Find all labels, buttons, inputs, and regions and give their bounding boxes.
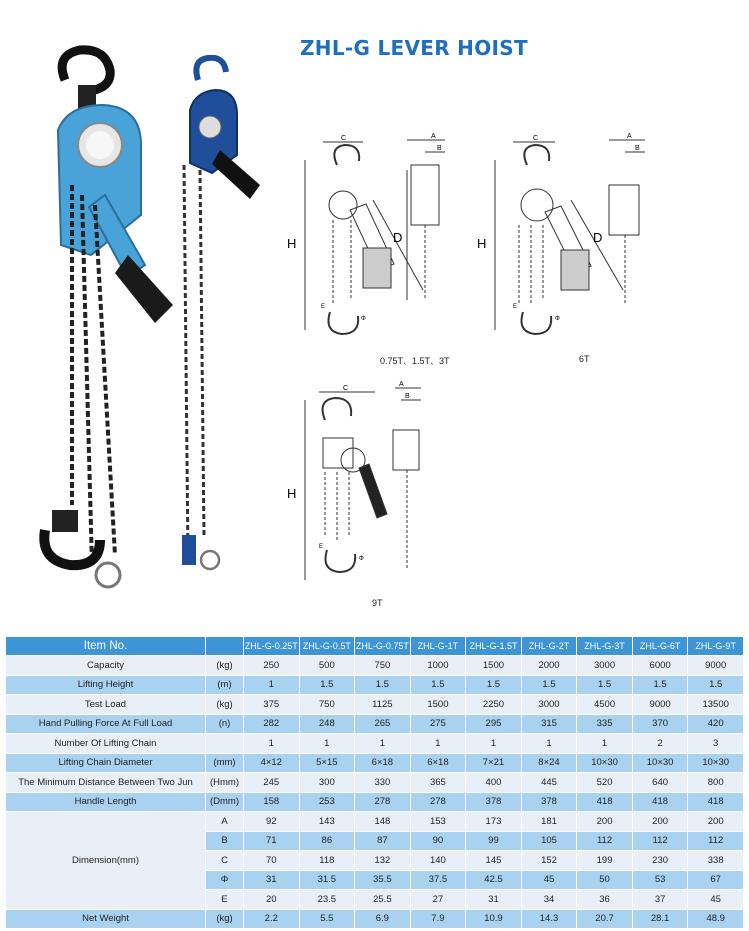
cell-value: 14.3 bbox=[521, 909, 577, 929]
label-d: D bbox=[393, 230, 403, 245]
cell-value: 4500 bbox=[577, 695, 633, 715]
cell-value: 152 bbox=[521, 851, 577, 871]
cell-value: 520 bbox=[577, 773, 633, 793]
cell-value: 378 bbox=[466, 792, 522, 812]
row-label: Lifting Chain Diameter bbox=[6, 753, 206, 773]
table-row bbox=[6, 909, 744, 929]
cell-value: 28.1 bbox=[632, 909, 688, 929]
cell-value: 1 bbox=[577, 734, 633, 754]
dimension-diagram-3 bbox=[285, 380, 445, 590]
cell-value: 48.9 bbox=[688, 909, 744, 929]
cell-value: 112 bbox=[688, 831, 744, 851]
label-c: C bbox=[533, 135, 539, 142]
cell-value: 36 bbox=[577, 890, 633, 910]
cell-value: 71 bbox=[244, 831, 300, 851]
cell-value: 1.5 bbox=[632, 675, 688, 695]
cell-value: 42.5 bbox=[466, 870, 522, 890]
header-model: ZHL-G-0.75T bbox=[355, 637, 411, 656]
row-label: Lifting Height bbox=[6, 675, 206, 695]
cell-value: 1.5 bbox=[688, 675, 744, 695]
table-row bbox=[6, 656, 744, 676]
cell-value: 1 bbox=[466, 734, 522, 754]
cell-value: 145 bbox=[466, 851, 522, 871]
row-label: Number Of Lifting Chain bbox=[6, 734, 206, 754]
cell-value: 92 bbox=[244, 812, 300, 832]
label-e: E bbox=[513, 304, 518, 310]
cell-value: 3 bbox=[688, 734, 744, 754]
header-item-no: Item No. bbox=[6, 637, 206, 656]
cell-value: 245 bbox=[244, 773, 300, 793]
cell-value: 25.5 bbox=[355, 890, 411, 910]
row-unit: (kg) bbox=[206, 656, 244, 676]
cell-value: 278 bbox=[410, 792, 466, 812]
cell-value: 37 bbox=[632, 890, 688, 910]
cell-value: 200 bbox=[632, 812, 688, 832]
label-a: A bbox=[627, 133, 632, 140]
cell-value: 10×30 bbox=[577, 753, 633, 773]
cell-value: 10×30 bbox=[688, 753, 744, 773]
cell-value: 31 bbox=[466, 890, 522, 910]
cell-value: 1.5 bbox=[410, 675, 466, 695]
cell-value: 250 bbox=[244, 656, 300, 676]
cell-value: 640 bbox=[632, 773, 688, 793]
cell-value: 86 bbox=[299, 831, 355, 851]
table-header-row bbox=[6, 637, 744, 656]
header-model: ZHL-G-2T bbox=[521, 637, 577, 656]
dimension-label: Dimension(mm) bbox=[6, 812, 206, 910]
diagram-1-caption: 0.75T、1.5T、3T bbox=[380, 356, 450, 366]
table-row bbox=[6, 734, 744, 754]
cell-value: 143 bbox=[299, 812, 355, 832]
label-h: H bbox=[287, 486, 297, 501]
table-row-dimension bbox=[6, 812, 744, 832]
label-e: E bbox=[319, 544, 324, 550]
cell-value: 35.5 bbox=[355, 870, 411, 890]
dimension-sub-label: E bbox=[206, 890, 244, 910]
cell-value: 300 bbox=[299, 773, 355, 793]
dimension-diagram-1 bbox=[285, 130, 470, 345]
cell-value: 140 bbox=[410, 851, 466, 871]
cell-value: 158 bbox=[244, 792, 300, 812]
header-model: ZHL-G-6T bbox=[632, 637, 688, 656]
cell-value: 1.5 bbox=[577, 675, 633, 695]
cell-value: 1.5 bbox=[466, 675, 522, 695]
cell-value: 400 bbox=[466, 773, 522, 793]
cell-value: 1 bbox=[244, 734, 300, 754]
cell-value: 31 bbox=[244, 870, 300, 890]
cell-value: 2000 bbox=[521, 656, 577, 676]
cell-value: 278 bbox=[355, 792, 411, 812]
cell-value: 34 bbox=[521, 890, 577, 910]
table-row bbox=[6, 695, 744, 715]
cell-value: 6×18 bbox=[355, 753, 411, 773]
cell-value: 418 bbox=[632, 792, 688, 812]
cell-value: 9000 bbox=[632, 695, 688, 715]
label-a: A bbox=[399, 381, 404, 388]
header-model: ZHL-G-0.25T bbox=[244, 637, 300, 656]
cell-value: 2.2 bbox=[244, 909, 300, 929]
label-d: D bbox=[593, 230, 603, 245]
cell-value: 338 bbox=[688, 851, 744, 871]
cell-value: 99 bbox=[466, 831, 522, 851]
cell-value: 6×18 bbox=[410, 753, 466, 773]
dimension-sub-label: Φ bbox=[206, 870, 244, 890]
header-model: ZHL-G-0.5T bbox=[299, 637, 355, 656]
cell-value: 20 bbox=[244, 890, 300, 910]
cell-value: 9000 bbox=[688, 656, 744, 676]
spec-table bbox=[5, 636, 744, 929]
cell-value: 27 bbox=[410, 890, 466, 910]
label-e: E bbox=[321, 304, 326, 310]
cell-value: 45 bbox=[688, 890, 744, 910]
cell-value: 53 bbox=[632, 870, 688, 890]
table-row bbox=[6, 792, 744, 812]
cell-value: 750 bbox=[355, 656, 411, 676]
cell-value: 45 bbox=[521, 870, 577, 890]
cell-value: 200 bbox=[577, 812, 633, 832]
row-unit: (kg) bbox=[206, 909, 244, 929]
label-a: A bbox=[431, 133, 436, 140]
label-phi: Φ bbox=[359, 556, 364, 562]
cell-value: 200 bbox=[688, 812, 744, 832]
cell-value: 265 bbox=[355, 714, 411, 734]
row-unit: (Hmm) bbox=[206, 773, 244, 793]
cell-value: 2 bbox=[632, 734, 688, 754]
cell-value: 6000 bbox=[632, 656, 688, 676]
cell-value: 315 bbox=[521, 714, 577, 734]
cell-value: 90 bbox=[410, 831, 466, 851]
cell-value: 800 bbox=[688, 773, 744, 793]
row-unit: (n) bbox=[206, 714, 244, 734]
dimension-sub-label: C bbox=[206, 851, 244, 871]
cell-value: 253 bbox=[299, 792, 355, 812]
cell-value: 105 bbox=[521, 831, 577, 851]
cell-value: 282 bbox=[244, 714, 300, 734]
cell-value: 445 bbox=[521, 773, 577, 793]
cell-value: 3000 bbox=[577, 656, 633, 676]
label-phi: Φ bbox=[361, 316, 366, 322]
cell-value: 31.5 bbox=[299, 870, 355, 890]
dimension-diagram-2 bbox=[475, 130, 660, 345]
row-label: Net Weight bbox=[6, 909, 206, 929]
cell-value: 1125 bbox=[355, 695, 411, 715]
cell-value: 420 bbox=[688, 714, 744, 734]
label-phi: Φ bbox=[555, 316, 560, 322]
cell-value: 418 bbox=[688, 792, 744, 812]
cell-value: 10×30 bbox=[632, 753, 688, 773]
cell-value: 1.5 bbox=[521, 675, 577, 695]
table-row bbox=[6, 675, 744, 695]
cell-value: 199 bbox=[577, 851, 633, 871]
cell-value: 153 bbox=[410, 812, 466, 832]
hoist-photo-large bbox=[20, 45, 190, 605]
cell-value: 750 bbox=[299, 695, 355, 715]
cell-value: 1.5 bbox=[299, 675, 355, 695]
cell-value: 378 bbox=[521, 792, 577, 812]
cell-value: 37.5 bbox=[410, 870, 466, 890]
cell-value: 23.5 bbox=[299, 890, 355, 910]
row-unit: (m) bbox=[206, 675, 244, 695]
page-title: ZHL-G LEVER HOIST bbox=[300, 36, 528, 60]
cell-value: 4×12 bbox=[244, 753, 300, 773]
cell-value: 1500 bbox=[410, 695, 466, 715]
header-model: ZHL-G-1.5T bbox=[466, 637, 522, 656]
row-unit: (Dmm) bbox=[206, 792, 244, 812]
cell-value: 67 bbox=[688, 870, 744, 890]
cell-value: 375 bbox=[244, 695, 300, 715]
cell-value: 2250 bbox=[466, 695, 522, 715]
cell-value: 248 bbox=[299, 714, 355, 734]
dimension-sub-label: A bbox=[206, 812, 244, 832]
cell-value: 112 bbox=[577, 831, 633, 851]
row-label: Handle Length bbox=[6, 792, 206, 812]
cell-value: 1 bbox=[521, 734, 577, 754]
cell-value: 87 bbox=[355, 831, 411, 851]
row-label: Capacity bbox=[6, 656, 206, 676]
cell-value: 7.9 bbox=[410, 909, 466, 929]
cell-value: 1 bbox=[299, 734, 355, 754]
row-unit: (kg) bbox=[206, 695, 244, 715]
cell-value: 50 bbox=[577, 870, 633, 890]
cell-value: 335 bbox=[577, 714, 633, 734]
cell-value: 275 bbox=[410, 714, 466, 734]
cell-value: 5.5 bbox=[299, 909, 355, 929]
label-c: C bbox=[341, 135, 347, 142]
table-row bbox=[6, 714, 744, 734]
label-b: B bbox=[405, 393, 410, 400]
row-unit bbox=[206, 734, 244, 754]
cell-value: 418 bbox=[577, 792, 633, 812]
diagram-2-caption: 6T bbox=[579, 354, 590, 364]
header-model: ZHL-G-3T bbox=[577, 637, 633, 656]
cell-value: 5×15 bbox=[299, 753, 355, 773]
cell-value: 20.7 bbox=[577, 909, 633, 929]
label-c: C bbox=[343, 385, 349, 392]
cell-value: 500 bbox=[299, 656, 355, 676]
cell-value: 1 bbox=[355, 734, 411, 754]
cell-value: 181 bbox=[521, 812, 577, 832]
row-unit: (mm) bbox=[206, 753, 244, 773]
cell-value: 1500 bbox=[466, 656, 522, 676]
cell-value: 70 bbox=[244, 851, 300, 871]
header-unit bbox=[206, 637, 244, 656]
cell-value: 295 bbox=[466, 714, 522, 734]
label-b: B bbox=[437, 145, 442, 152]
cell-value: 112 bbox=[632, 831, 688, 851]
cell-value: 3000 bbox=[521, 695, 577, 715]
row-label: Hand Pulling Force At Full Load bbox=[6, 714, 206, 734]
cell-value: 365 bbox=[410, 773, 466, 793]
cell-value: 10.9 bbox=[466, 909, 522, 929]
header-model: ZHL-G-1T bbox=[410, 637, 466, 656]
cell-value: 1.5 bbox=[355, 675, 411, 695]
cell-value: 118 bbox=[299, 851, 355, 871]
row-label: Test Load bbox=[6, 695, 206, 715]
header-model: ZHL-G-9T bbox=[688, 637, 744, 656]
dimension-sub-label: B bbox=[206, 831, 244, 851]
cell-value: 370 bbox=[632, 714, 688, 734]
diagram-3-caption: 9T bbox=[372, 598, 383, 608]
cell-value: 1 bbox=[410, 734, 466, 754]
cell-value: 1000 bbox=[410, 656, 466, 676]
table-row bbox=[6, 753, 744, 773]
table-row bbox=[6, 773, 744, 793]
label-h: H bbox=[477, 236, 487, 251]
hoist-photo-small bbox=[170, 55, 280, 595]
cell-value: 1 bbox=[244, 675, 300, 695]
cell-value: 8×24 bbox=[521, 753, 577, 773]
label-b: B bbox=[635, 145, 640, 152]
cell-value: 132 bbox=[355, 851, 411, 871]
cell-value: 230 bbox=[632, 851, 688, 871]
cell-value: 6.9 bbox=[355, 909, 411, 929]
cell-value: 7×21 bbox=[466, 753, 522, 773]
cell-value: 173 bbox=[466, 812, 522, 832]
cell-value: 148 bbox=[355, 812, 411, 832]
cell-value: 13500 bbox=[688, 695, 744, 715]
row-label: The Minimum Distance Between Two Jun bbox=[6, 773, 206, 793]
label-h: H bbox=[287, 236, 297, 251]
cell-value: 330 bbox=[355, 773, 411, 793]
